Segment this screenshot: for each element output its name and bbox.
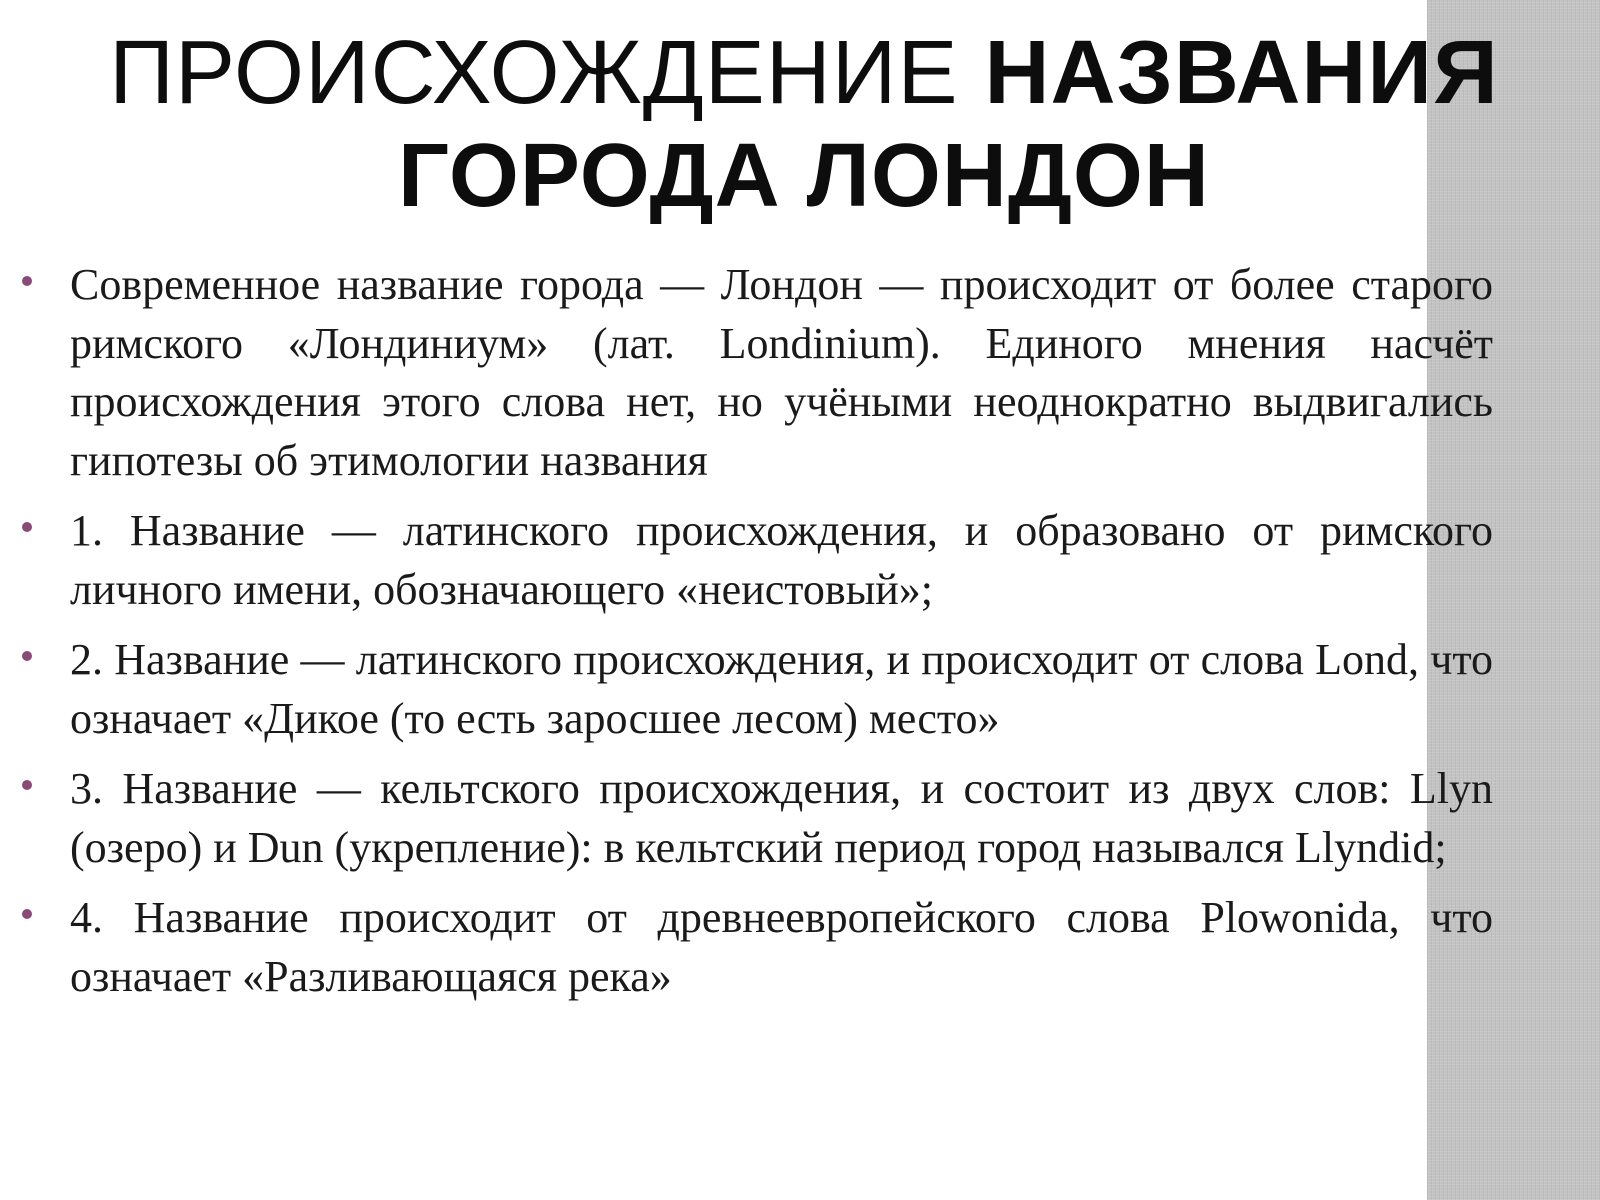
slide-title <box>60 22 1548 228</box>
bullet-item-hypothesis-2 <box>18 631 1493 748</box>
bullet-item-hypothesis-4 <box>18 889 1493 1006</box>
bullet-text: 3. Название — кельтского происхождения, и состоит из двух слов: Llyn (озеро) и Dun (укрепление): в кельтский период город назывался Llyndid; <box>70 764 1493 872</box>
bullet-dot-icon <box>22 780 32 790</box>
bullet-dot-icon <box>22 909 32 919</box>
bullet-item-hypothesis-1 <box>18 502 1493 619</box>
title-bold-part-1: НАЗВАНИЯ <box>984 23 1499 123</box>
bullet-text: 2. Название — латинского происхождения, и происходит от слова Lond, что означает «Дикое (то есть заросшее лесом) место» <box>70 635 1493 743</box>
bullet-item-intro <box>18 256 1493 490</box>
title-regular-part: ПРОИСХОЖДЕНИЕ <box>109 23 985 123</box>
bullet-text: 1. Название — латинского происхождения, и образовано от римского личного имени, обозначающего «неистовый»; <box>70 506 1493 614</box>
bullet-dot-icon <box>22 276 32 286</box>
bullet-text: 4. Название происходит от древнеевропейского слова Plowonida, что означает «Разливающаяся река» <box>70 893 1493 1001</box>
bullet-dot-icon <box>22 651 32 661</box>
bullet-text: Современное название города — Лондон — происходит от более старого римского «Лондиниум» (лат. Londinium). Единого мнения насчёт происхождения этого слова нет, но учёными неоднократно выдвигались гипотезы об этимологии названия <box>70 260 1493 485</box>
title-bold-part-2: ГОРОДА ЛОНДОН <box>398 126 1210 226</box>
bullet-list <box>18 256 1493 1018</box>
bullet-item-hypothesis-3 <box>18 760 1493 877</box>
bullet-dot-icon <box>22 522 32 532</box>
